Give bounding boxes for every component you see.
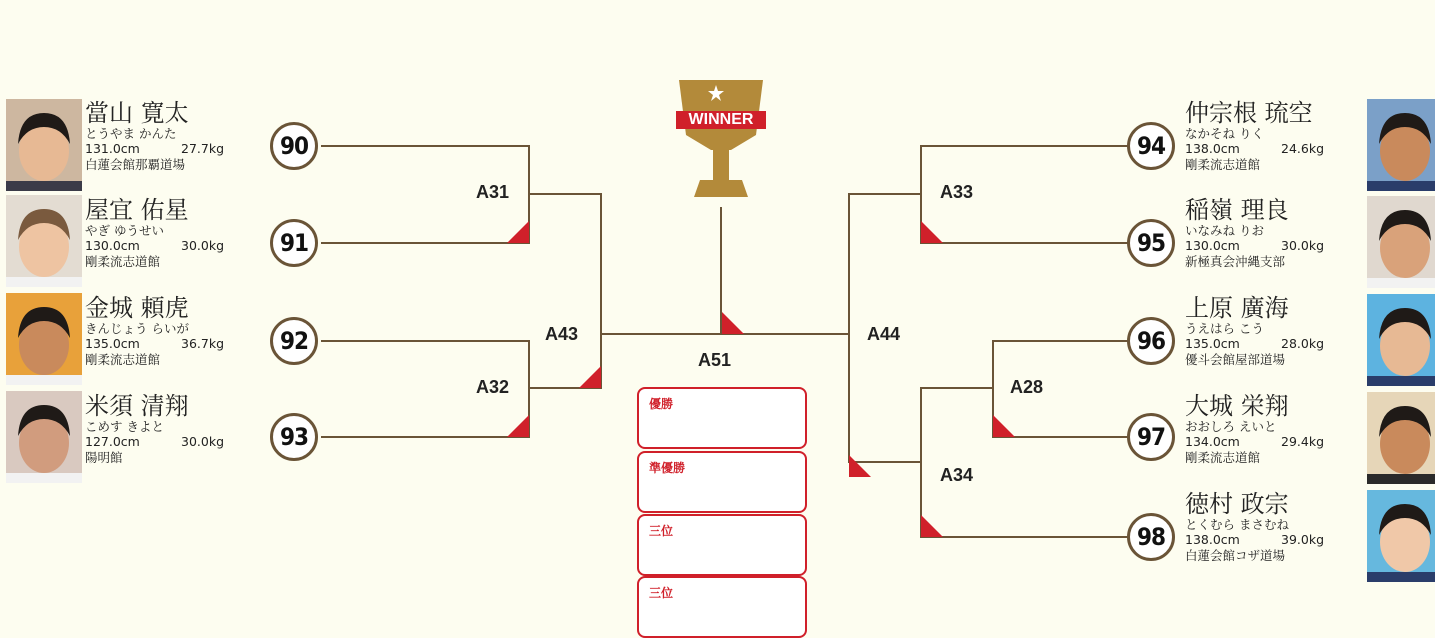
- match-a32-label: A32: [476, 377, 510, 397]
- player-number: 93: [270, 413, 318, 461]
- player-number: 91: [270, 219, 318, 267]
- player-dojo: 剛柔流志道館: [85, 254, 161, 269]
- match-a34-label: A34: [940, 465, 974, 485]
- player-info: [85, 196, 235, 269]
- player-height: 135.0cm: [1185, 336, 1240, 351]
- player-weight: 30.0kg: [181, 238, 225, 253]
- player-dojo: 剛柔流志道館: [85, 352, 161, 367]
- player-name: 金城 頼虎: [85, 294, 189, 322]
- player-height: 135.0cm: [85, 336, 140, 351]
- player-weight: 27.7kg: [181, 141, 225, 156]
- player-weight: 24.6kg: [1281, 141, 1325, 156]
- player-number: 98: [1127, 513, 1175, 561]
- player-weight: 30.0kg: [1281, 238, 1325, 253]
- player-number: 96: [1127, 317, 1175, 365]
- player-height: 131.0cm: [85, 141, 140, 156]
- player-photo: [6, 293, 82, 385]
- player-height: 130.0cm: [1185, 238, 1240, 253]
- player-info: [85, 294, 235, 367]
- player-name: 當山 寛太: [85, 99, 189, 127]
- player-dojo: 優斗会館屋部道場: [1185, 352, 1286, 367]
- player-photo: [6, 195, 82, 287]
- player-height: 127.0cm: [85, 434, 140, 449]
- player-height: 130.0cm: [85, 238, 140, 253]
- player-name: 仲宗根 琉空: [1185, 99, 1313, 127]
- match-a31-label: A31: [476, 182, 510, 202]
- player-name: 大城 栄翔: [1185, 392, 1289, 420]
- player-number: 90: [270, 122, 318, 170]
- player-number: 92: [270, 317, 318, 365]
- player-info: [1185, 196, 1335, 269]
- player-kana: とうやま かんた: [85, 126, 177, 141]
- player-weight: 36.7kg: [181, 336, 225, 351]
- player-weight: 39.0kg: [1281, 532, 1325, 547]
- player-dojo: 白蓮会館那覇道場: [85, 157, 186, 172]
- result-third-label: 三位: [649, 524, 674, 538]
- player-name: 米須 清翔: [85, 392, 189, 420]
- player-photo: [1367, 392, 1435, 484]
- player-weight: 30.0kg: [181, 434, 225, 449]
- player-dojo: 白蓮会館コザ道場: [1185, 548, 1286, 563]
- player-photo: [1367, 294, 1435, 386]
- player-kana: いなみね りお: [1185, 223, 1264, 238]
- player-height: 134.0cm: [1185, 434, 1240, 449]
- player-name: 徳村 政宗: [1185, 490, 1289, 518]
- trophy-icon: [676, 75, 766, 209]
- result-box-third-2: [637, 576, 807, 638]
- player-photo: [1367, 196, 1435, 288]
- player-photo: [1367, 99, 1435, 191]
- player-dojo: 陽明館: [85, 450, 123, 465]
- player-number: 95: [1127, 219, 1175, 267]
- trophy-label: WINNER: [676, 111, 766, 129]
- player-photo: [6, 391, 82, 483]
- player-photo: [6, 99, 82, 191]
- player-kana: やぎ ゆうせい: [85, 223, 164, 238]
- result-first-label: 優勝: [649, 397, 674, 411]
- player-info: [85, 99, 235, 172]
- player-height: 138.0cm: [1185, 532, 1240, 547]
- player-dojo: 新極真会沖縄支部: [1185, 254, 1286, 269]
- player-info: [1185, 490, 1335, 563]
- player-name: 屋宜 佑星: [85, 196, 189, 224]
- player-kana: こめす きよと: [85, 419, 164, 434]
- match-a28-label: A28: [1010, 377, 1044, 397]
- player-dojo: 剛柔流志道館: [1185, 450, 1261, 465]
- player-kana: とくむら まさむね: [1185, 517, 1289, 532]
- result-box-second: [637, 451, 807, 513]
- result-box-first: [637, 387, 807, 449]
- player-weight: 28.0kg: [1281, 336, 1325, 351]
- player-info: [85, 392, 235, 465]
- player-kana: うえはら こう: [1185, 321, 1264, 336]
- player-info: [1185, 99, 1335, 172]
- match-a44-label: A44: [867, 324, 901, 344]
- player-name: 稲嶺 理良: [1185, 196, 1289, 224]
- player-dojo: 剛柔流志道館: [1185, 157, 1261, 172]
- player-number: 97: [1127, 413, 1175, 461]
- result-third-label: 三位: [649, 586, 674, 600]
- match-a33-label: A33: [940, 182, 974, 202]
- player-info: [1185, 294, 1335, 367]
- player-height: 138.0cm: [1185, 141, 1240, 156]
- player-name: 上原 廣海: [1185, 294, 1289, 322]
- player-weight: 29.4kg: [1281, 434, 1325, 449]
- match-a51-label: A51: [698, 350, 732, 370]
- player-kana: きんじょう らいが: [85, 321, 189, 336]
- player-number: 94: [1127, 122, 1175, 170]
- match-a43-label: A43: [545, 324, 579, 344]
- result-second-label: 準優勝: [649, 461, 686, 475]
- player-kana: おおしろ えいと: [1185, 419, 1277, 434]
- player-info: [1185, 392, 1335, 465]
- player-kana: なかそね りく: [1185, 126, 1264, 141]
- player-photo: [1367, 490, 1435, 582]
- result-box-third-1: [637, 514, 807, 576]
